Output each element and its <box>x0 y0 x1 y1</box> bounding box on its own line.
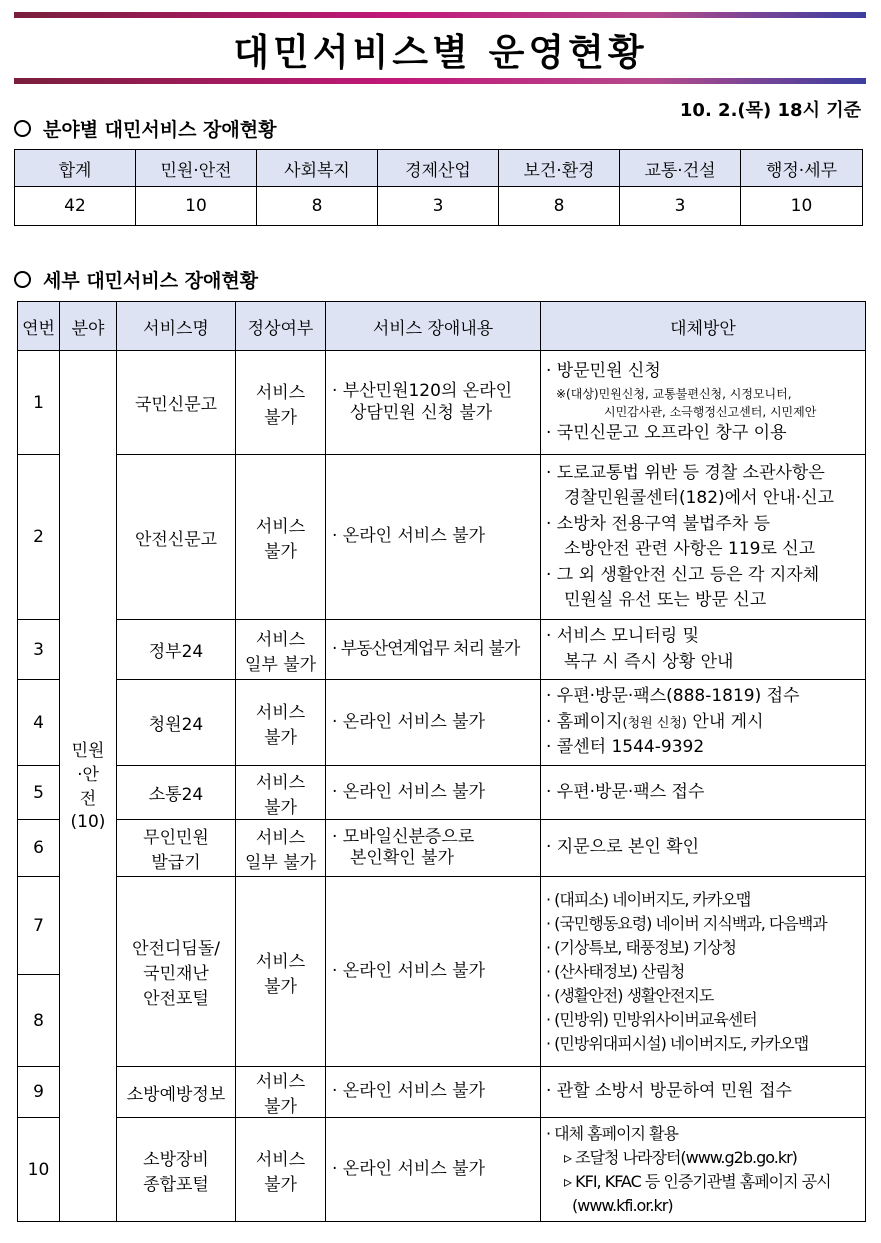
summary-value-cell: 3 <box>620 187 741 226</box>
alt-link-line: ▹ KFI, KFAC 등 인증기관별 홈페이지 공시 <box>564 1171 831 1191</box>
summary-header-cell: 경제산업 <box>378 150 499 187</box>
status-line: 일부 불가 <box>244 853 317 873</box>
alt-text: · 홈페이지 <box>546 711 623 732</box>
table-row <box>18 455 866 620</box>
section-heading-detail <box>14 266 258 293</box>
alt-line: · 방문민원 신청 <box>546 361 661 381</box>
detail-header-cell: 대체방안 <box>541 302 866 351</box>
alt-line: · (국민행동요령) 네이버 지식백과, 다음백과 <box>546 913 827 933</box>
alt-line: · 지문으로 본인 확인 <box>546 837 699 858</box>
summary-header-cell: 행정·세무 <box>741 150 863 187</box>
status-cell <box>236 820 326 877</box>
summary-value-cell: 3 <box>378 187 499 226</box>
alt-link-line: ▹ 조달청 나라장터(www.g2b.go.kr) <box>564 1147 797 1167</box>
alt-line: · 우편·방문·팩스(888-1819) 접수 <box>546 686 800 707</box>
alt-note: (청원 신청) <box>622 715 688 731</box>
outage-desc <box>326 620 541 680</box>
field-cell <box>60 351 117 1222</box>
alt-line: · (기상특보, 태풍정보) 기상청 <box>546 937 736 957</box>
field-name: 민원·안전 <box>71 741 105 809</box>
service-name-line: 안전디딤돌/ <box>132 939 220 959</box>
row-number: 1 <box>18 351 60 455</box>
summary-value-cell: 8 <box>257 187 378 226</box>
section-title: 분야별 대민서비스 장애현황 <box>43 119 277 141</box>
status-line: 서비스 <box>255 772 306 793</box>
summary-value-cell: 8 <box>499 187 620 226</box>
outage-desc <box>326 351 541 455</box>
alt-note: 시민감사관, 소극행정신고센터, 시민제안 <box>604 404 817 419</box>
status-line: 서비스 <box>255 951 306 972</box>
desc-line: · 온라인 서비스 불가 <box>332 1081 485 1102</box>
section-heading-summary <box>14 115 276 142</box>
alt-line: · (민방위대피시설) 네이버지도, 카카오맵 <box>546 1033 809 1053</box>
row-number: 2 <box>18 455 60 620</box>
outage-desc <box>326 1118 541 1222</box>
alt-note: ※(대상)민원신청, 교통불편신청, 시정모니터, <box>556 386 792 401</box>
table-row <box>18 1118 866 1222</box>
desc-line: · 온라인 서비스 불가 <box>332 711 485 732</box>
desc-line: · 온라인 서비스 불가 <box>332 526 485 547</box>
summary-header-cell: 민원·안전 <box>136 150 257 187</box>
status-line: 서비스 <box>255 828 306 848</box>
alternative-cell <box>541 877 866 1067</box>
row-number: 10 <box>18 1118 60 1222</box>
page-title: 대민서비스별 운영현황 <box>233 31 648 74</box>
table-row <box>18 680 866 766</box>
outage-desc <box>326 680 541 766</box>
row-number: 7 <box>18 877 60 975</box>
alt-link-line: (www.kfi.or.kr) <box>572 1195 673 1215</box>
circle-bullet-icon <box>14 120 31 137</box>
service-name-line: 발급기 <box>151 853 201 873</box>
detail-header-row <box>18 302 866 351</box>
status-cell <box>236 351 326 455</box>
row-number: 8 <box>18 975 60 1067</box>
alternative-cell <box>541 1067 866 1118</box>
desc-line: 상담민원 신청 불가 <box>350 402 493 423</box>
alternative-cell <box>541 351 866 455</box>
status-line: 불가 <box>264 1174 297 1195</box>
summary-table <box>14 149 863 226</box>
service-name <box>117 1118 236 1222</box>
outage-desc <box>326 820 541 877</box>
table-row <box>18 820 866 877</box>
alt-line: · (생활안전) 생활안전지도 <box>546 985 714 1005</box>
service-name: 안전신문고 <box>117 455 236 620</box>
section-title: 세부 대민서비스 장애현황 <box>43 270 259 292</box>
alt-line: · 우편·방문·팩스 접수 <box>546 781 705 802</box>
desc-line: 본인확인 불가 <box>350 848 454 868</box>
service-name-line: 안전포털 <box>143 989 209 1009</box>
summary-value-cell: 42 <box>15 187 136 226</box>
service-name-line: 국민재난 <box>143 964 209 984</box>
alt-line: · (민방위) 민방위사이버교육센터 <box>546 1009 757 1029</box>
alt-line: · 국민신문고 오프라인 창구 이용 <box>546 422 787 443</box>
alt-line: · 소방차 전용구역 불법주차 등 <box>546 513 771 534</box>
alt-line <box>546 710 865 736</box>
circle-bullet-icon <box>14 271 31 288</box>
service-name: 소통24 <box>117 766 236 820</box>
detail-table <box>17 301 866 1222</box>
status-line: 불가 <box>264 542 297 562</box>
status-line: 불가 <box>264 1097 297 1117</box>
summary-value-cell: 10 <box>741 187 863 226</box>
status-line: 서비스 <box>255 1149 306 1170</box>
summary-header-row <box>15 150 863 187</box>
table-row <box>18 1067 866 1118</box>
status-line: 서비스 <box>255 629 306 650</box>
service-name: 청원24 <box>117 680 236 766</box>
status-cell <box>236 877 326 1067</box>
alternative-cell <box>541 820 866 877</box>
summary-header-cell: 합계 <box>15 150 136 187</box>
top-decorative-bar <box>14 12 866 18</box>
service-name-line: 소방장비 <box>143 1149 209 1170</box>
alternative-cell <box>541 680 866 766</box>
status-line: 불가 <box>264 727 297 748</box>
detail-header-cell: 서비스명 <box>117 302 236 351</box>
alt-line: · 그 외 생활안전 신고 등은 각 지자체 <box>546 564 820 585</box>
alt-line: · (대피소) 네이버지도, 카카오맵 <box>546 889 751 909</box>
outage-desc <box>326 766 541 820</box>
status-line: 불가 <box>264 976 297 997</box>
detail-header-cell: 연번 <box>18 302 60 351</box>
desc-line: · 부동산연계업무 처리 불가 <box>332 638 520 659</box>
service-name <box>117 877 236 1067</box>
service-name-line: 무인민원 <box>143 828 209 848</box>
desc-line: · 온라인 서비스 불가 <box>332 960 485 981</box>
row-number: 4 <box>18 680 60 766</box>
status-cell <box>236 1067 326 1118</box>
service-name: 정부24 <box>117 620 236 680</box>
alt-line: 소방안전 관련 사항은 119로 신고 <box>564 539 816 559</box>
status-cell <box>236 620 326 680</box>
alt-line: · 대체 홈페이지 활용 <box>546 1123 678 1143</box>
status-cell <box>236 766 326 820</box>
status-line: 서비스 <box>255 517 306 537</box>
table-row <box>18 351 866 455</box>
alt-line: 복구 시 즉시 상황 안내 <box>564 651 734 672</box>
table-row <box>18 766 866 820</box>
summary-header-cell: 사회복지 <box>257 150 378 187</box>
outage-desc <box>326 455 541 620</box>
service-name: 국민신문고 <box>117 351 236 455</box>
date-basis: 10. 2.(목) 18시 기준 <box>679 100 861 121</box>
status-line: 불가 <box>264 407 297 428</box>
table-row <box>18 620 866 680</box>
alt-line: · 관할 소방서 방문하여 민원 접수 <box>546 1081 792 1102</box>
alt-line: 경찰민원콜센터(182)에서 안내·신고 <box>564 488 835 508</box>
status-cell <box>236 1118 326 1222</box>
service-name-line: 종합포털 <box>143 1174 209 1195</box>
status-line: 서비스 <box>255 382 306 403</box>
alternative-cell <box>541 455 866 620</box>
alt-line: 민원실 유선 또는 방문 신고 <box>564 590 767 610</box>
row-number: 3 <box>18 620 60 680</box>
alt-line: · 콜센터 1544-9392 <box>546 737 705 758</box>
desc-line: · 온라인 서비스 불가 <box>332 781 485 802</box>
summary-header-cell: 보건·환경 <box>499 150 620 187</box>
alternative-cell <box>541 766 866 820</box>
row-number: 9 <box>18 1067 60 1118</box>
desc-line: · 온라인 서비스 불가 <box>332 1158 485 1179</box>
table-row <box>18 877 866 975</box>
alt-text: 안내 게시 <box>687 711 764 732</box>
alt-line: · (산사태정보) 산림청 <box>546 961 685 981</box>
status-cell <box>236 680 326 766</box>
status-line: 불가 <box>264 797 297 818</box>
detail-header-cell: 서비스 장애내용 <box>326 302 541 351</box>
status-line: 서비스 <box>255 1072 306 1092</box>
summary-value-cell: 10 <box>136 187 257 226</box>
alt-line: · 서비스 모니터링 및 <box>546 626 699 646</box>
summary-value-row <box>15 187 863 226</box>
alternative-cell <box>541 1118 866 1222</box>
status-line: 일부 불가 <box>244 654 317 675</box>
title-underline-bar <box>14 78 866 84</box>
alternative-cell <box>541 620 866 680</box>
field-count: (10) <box>70 811 106 832</box>
detail-header-cell: 분야 <box>60 302 117 351</box>
row-number: 6 <box>18 820 60 877</box>
summary-header-cell: 교통·건설 <box>620 150 741 187</box>
desc-line: · 부산민원120의 온라인 <box>332 381 513 402</box>
status-cell <box>236 455 326 620</box>
service-name: 소방예방정보 <box>117 1067 236 1118</box>
detail-header-cell: 정상여부 <box>236 302 326 351</box>
desc-line: · 모바일신분증으로 <box>332 826 475 847</box>
alt-line: · 도로교통법 위반 등 경찰 소관사항은 <box>546 462 825 483</box>
outage-desc <box>326 877 541 1067</box>
row-number: 5 <box>18 766 60 820</box>
status-line: 서비스 <box>255 702 306 723</box>
service-name <box>117 820 236 877</box>
outage-desc <box>326 1067 541 1118</box>
